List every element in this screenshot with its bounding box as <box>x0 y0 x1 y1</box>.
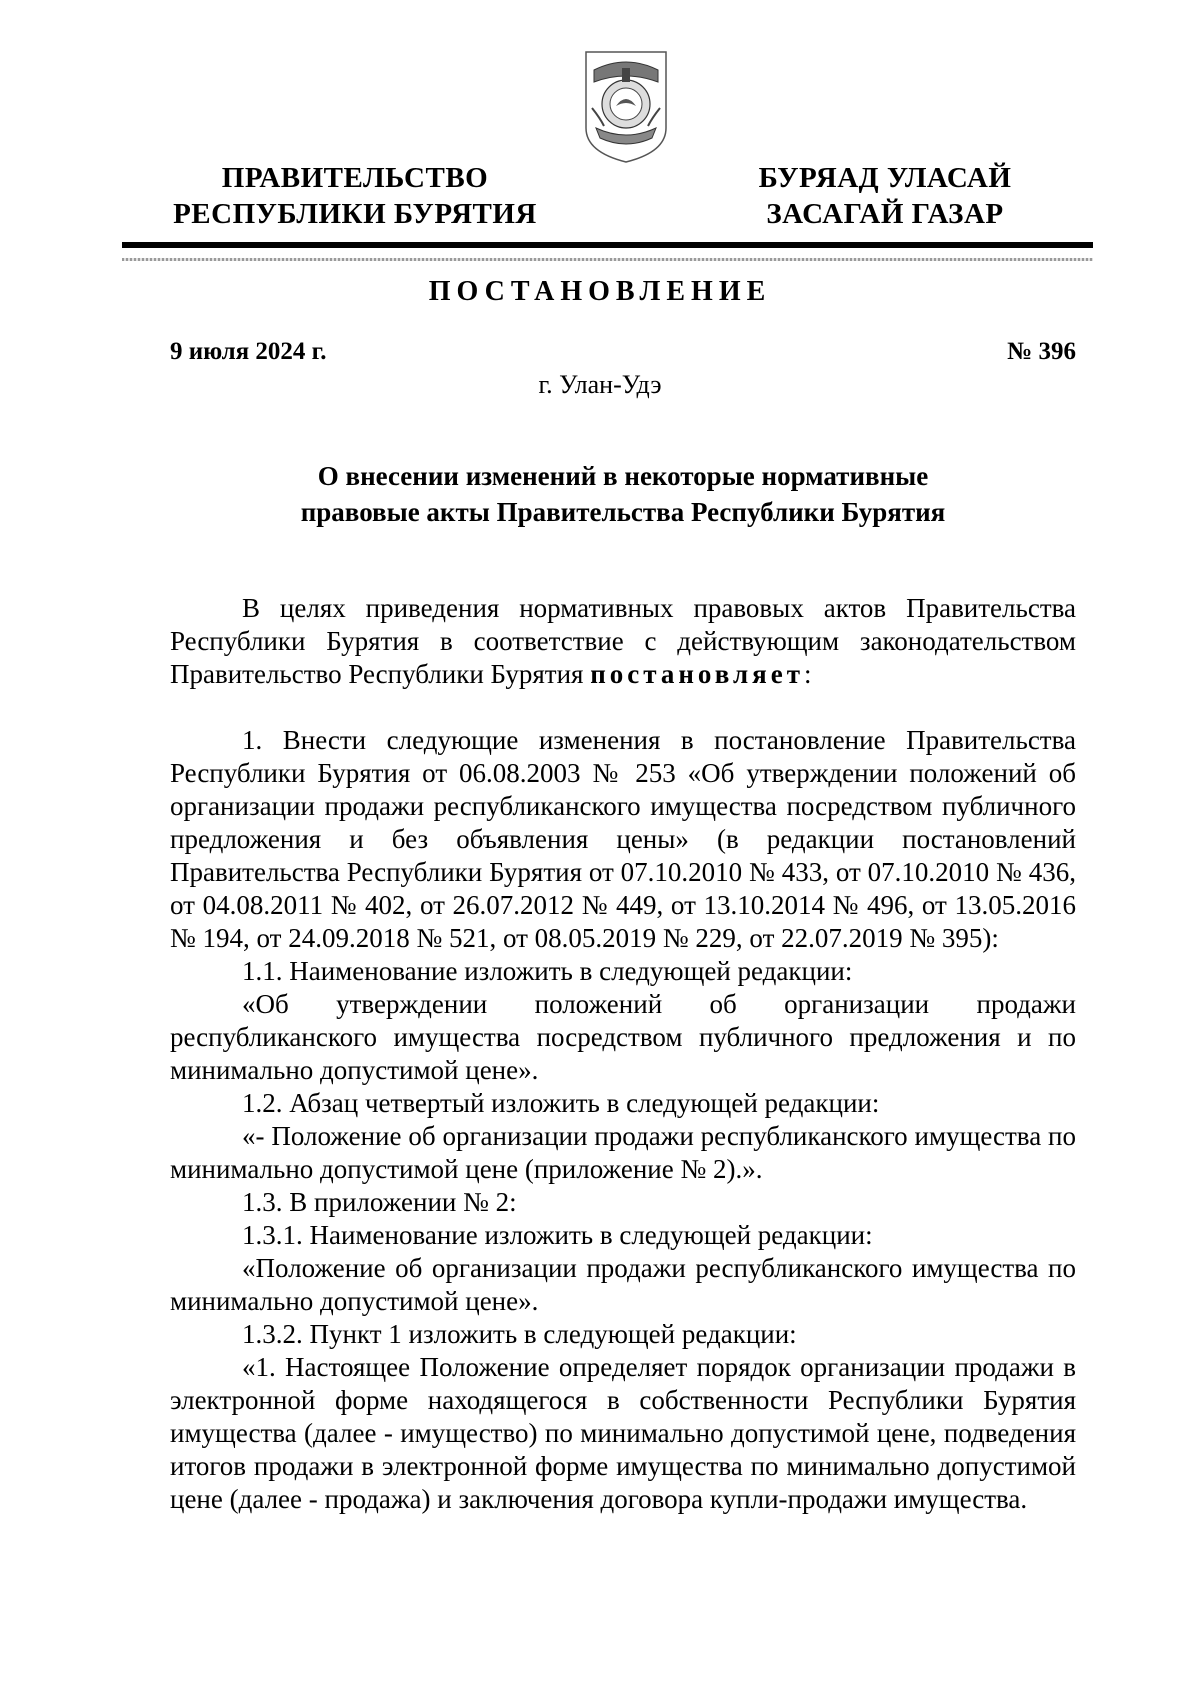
preamble-paragraph <box>170 592 1076 691</box>
coat-of-arms-icon <box>580 48 672 166</box>
document-number: № 396 <box>1007 338 1076 365</box>
body-paragraph: 1.3.1. Наименование изложить в следующей редакции: <box>242 1220 873 1250</box>
org-name-line: ПРАВИТЕЛЬСТВО <box>221 162 489 194</box>
body-paragraph: 1.3.2. Пункт 1 изложить в следующей редакции: <box>242 1319 797 1349</box>
preamble-tail: : <box>803 659 812 689</box>
org-name-line: РЕСПУБЛИКИ БУРЯТИЯ <box>173 198 537 230</box>
title-line: правовые акты Правительства Республики Бурятия <box>300 497 946 527</box>
org-name-russian <box>170 160 540 232</box>
body-paragraph: «Об утверждении положений об организации продажи республиканского имущества посредством публичного предложения и по минимально допустимой цене». <box>170 989 1076 1085</box>
document-title <box>170 458 1076 530</box>
document-date: 9 июля 2024 г. <box>170 338 327 365</box>
preamble-text: В целях приведения нормативных правовых актов Правительства Республики Бурятия в соответствие с действующим законодательством Правительство Республики Бурятия <box>170 593 1076 689</box>
body-paragraph: 1.1. Наименование изложить в следующей редакции: <box>242 956 853 986</box>
decree-word: постановляет <box>590 659 804 689</box>
body-paragraph: 1.3. В приложении № 2: <box>242 1187 517 1217</box>
body-paragraph: «- Положение об организации продажи республиканского имущества по минимально допустимой цене (приложение № 2).». <box>170 1121 1076 1184</box>
body-paragraph: «Положение об организации продажи республиканского имущества по минимально допустимой цене». <box>170 1253 1076 1316</box>
org-name-buryat <box>750 160 1020 232</box>
org-name-line: ЗАСАГАЙ ГАЗАР <box>766 198 1004 230</box>
org-name-line: БУРЯАД УЛАСАЙ <box>758 162 1012 194</box>
document-city: г. Улан-Удэ <box>538 370 662 399</box>
document-body <box>170 592 1076 1516</box>
body-paragraph: 1. Внести следующие изменения в постановление Правительства Республики Бурятия от 06.08.2003 № 253 «Об утверждении положений об организации продажи республиканского имущества посредством публичного предложения и без объявления цены» (в редакции постановлений Правительства Республики Бурятия от 07.10.2010 № 433, от 07.10.2010 № 436, от 04.08.2011 № 402, от 26.07.2012 № 449, от 13.10.2014 № 496, от 13.05.2016 № 194, от 24.09.2018 № 521, от 08.05.2019 № 229, от 22.07.2019 № 395): <box>170 725 1076 953</box>
document-type: ПОСТАНОВЛЕНИЕ <box>428 276 772 307</box>
body-paragraph: «1. Настоящее Положение определяет порядок организации продажи в электронной форме находящегося в собственности Республики Бурятия имущества (далее - имущество) по минимально допустимой цене, подведения итогов продажи в электронной форме имущества по минимально допустимой цене (далее - продажа) и заключения договора купли-продажи имущества. <box>170 1352 1076 1514</box>
body-paragraph: 1.2. Абзац четвертый изложить в следующей редакции: <box>242 1088 880 1118</box>
header-divider-thin <box>122 258 1093 261</box>
header-divider-thick <box>122 242 1093 248</box>
title-line: О внесении изменений в некоторые нормативные <box>317 461 929 491</box>
